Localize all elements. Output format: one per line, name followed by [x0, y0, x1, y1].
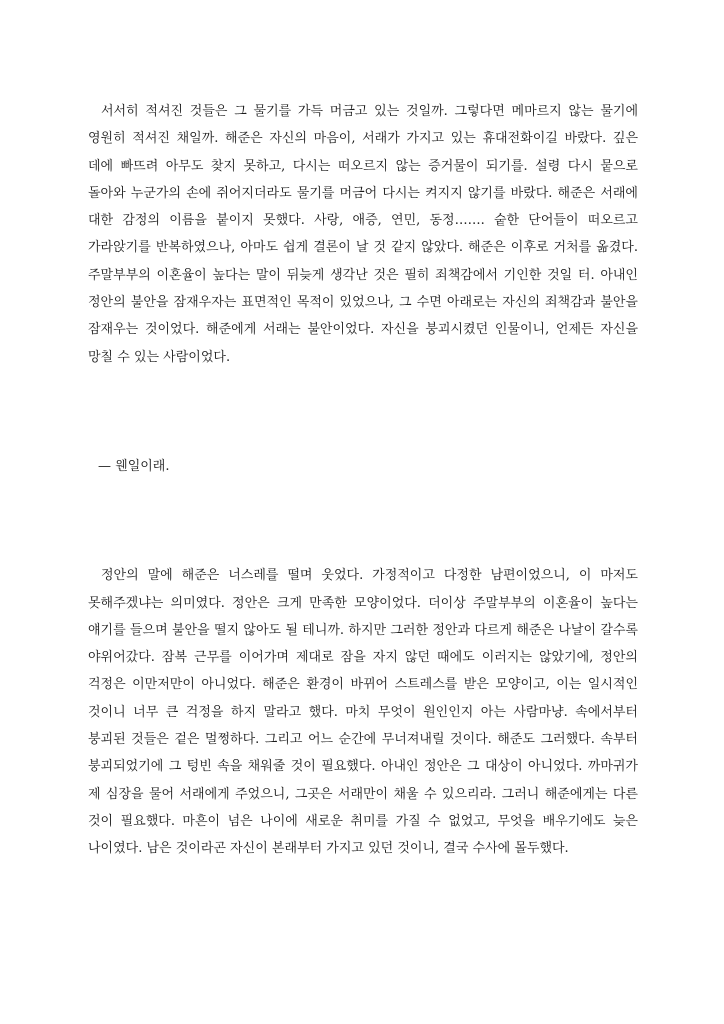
paragraph-1: 서서히 적셔진 것들은 그 물기를 가득 머금고 있는 것일까. 그렇다면 메마르지 않는 물기에 영원히 적셔진 채일까. 해준은 자신의 마음이, 서래가 가지고 있는 휴대전화이길 바랐다. 깊은 데에 빠뜨려 아무도 찾지 못하고, 다시는 떠오르지 않는 증거물이 되기를. 설령 다시 뭍으로 돌아와 누군가의 손에 쥐어지더라도 물기를 머금어 다시는 켜지지 않기를 바랐다. 해준은 서래에 대한 감정의 이름을 붙이지 못했다. 사랑, 애증, 연민, 동정……. 숱한 단어들이 떠오르고 가라앉기를 반복하였으나, 아마도 쉽게 결론이 날 것 같지 않았다. 해준은 이후로 거처를 옮겼다. 주말부부의 이혼율이 높다는 말이 뒤늦게 생각난 것은 필히 죄책감에서 기인한 것일 터. 아내인 정안의 불안을 잠재우자는 표면적인 목적이 있었으나, 그 수면 아래로는 자신의 죄책감과 불안을 잠재우는 것이었다. 해준에게 서래는 불안이었다. 자신을 붕괴시켰던 인물이니, 언제든 자신을 망칠 수 있는 사람이었다.	[88, 104, 638, 365]
paragraph-2: 정안의 말에 해준은 너스레를 떨며 웃었다. 가정적이고 다정한 남편이었으니, 이 마저도 못해주겠냐는 의미였다. 정안은 크게 만족한 모양이었다. 더이상 주말부부의 이혼율이 높다는 얘기를 들으며 불안을 떨지 않아도 될 테니까. 하지만 그러한 정안과 다르게 해준은 나날이 갈수록 야위어갔다. 잠복 근무를 이어가며 제대로 잠을 자지 않던 때에도 이러지는 않았기에, 정안의 걱정은 이만저만이 아니었다. 해준은 환경이 바뀌어 스트레스를 받은 모양이고, 이는 일시적인 것이니 너무 큰 걱정을 하지 말라고 했다. 마치 무엇이 원인인지 아는 사람마냥. 속에서부터 붕괴된 것들은 겉은 멀쩡하다. 그리고 어느 순간에 무너져내릴 것이다. 해준도 그러했다. 속부터 붕괴되었기에 그 텅빈 속을 채워줄 것이 필요했다. 아내인 정안은 그 대상이 아니었다. 까마귀가 제 심장을 물어 서래에게 주었으니, 그곳은 서래만이 채울 수 있으리라. 그러니 해준에게는 다른 것이 필요했다. 마흔이 넘은 나이에 새로운 취미를 가질 수 없었고, 무엇을 배우기에도 늦은 나이였다. 남은 것이라곤 자신이 본래부터 가지고 있던 것이니, 결국 수사에 몰두했다.	[88, 568, 638, 857]
paragraph-spacer	[88, 371, 638, 453]
document-page	[88, 98, 638, 863]
dialogue-line: — 웬일이래.	[98, 458, 170, 474]
paragraph-spacer	[88, 480, 638, 562]
